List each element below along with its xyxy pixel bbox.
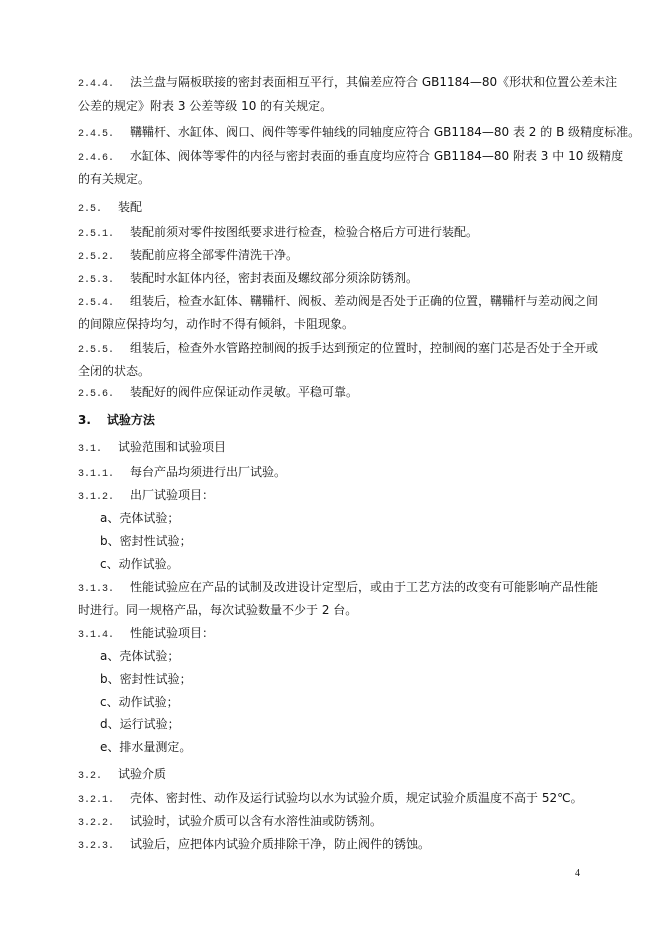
paragraph-line [78,224,478,243]
clause-text: 公差的规定》附表 3 公差等级 10 的有关规定。 [78,99,333,113]
paragraph-line [78,384,358,403]
clause-number: 3.2.1. [78,795,115,806]
clause-number: 3.2.2. [78,818,115,829]
clause-text: 水缸体、阀体等零件的内径与密封表面的垂直度均应符合 GB1184—80 附表 3 中 10 级精度 [130,149,624,163]
paragraph-line [78,124,640,143]
paragraph-line [78,171,150,187]
clause-number: 2.4.5. [78,129,115,140]
clause-text: 每台产品均须进行出厂试验。 [130,465,287,479]
clause-text: 装配好的阀件应保证动作灵敏。平稳可靠。 [130,385,359,399]
clause-text: c、动作试验。 [100,557,179,571]
clause-number: 2.5.1. [78,229,115,240]
paragraph-line [78,813,382,832]
clause-number: 2.5. [78,204,103,215]
paragraph-line [78,836,430,855]
list-item [100,533,192,549]
page-number: 4 [575,868,580,879]
clause-text: 鞲鞴杆、水缸体、阀口、阀件等零件轴线的同轴度应符合 GB1184—80 表 2 的 B 级精度标准。 [130,125,641,139]
paragraph-line [78,464,286,483]
paragraph-line [78,602,357,618]
clause-text: d、运行试验； [100,717,180,731]
clause-number: 2.5.3. [78,275,115,286]
paragraph-line [78,98,332,114]
clause-number: 2.5.4. [78,298,115,309]
list-item [100,739,191,755]
clause-text: 出厂试验项目： [130,488,215,502]
clause-number: 3.1.1. [78,469,115,480]
clause-text: b、密封性试验； [100,534,192,548]
clause-number: 2.5.2. [78,252,115,263]
paragraph-line [78,340,598,359]
paragraph-line [78,363,150,379]
paragraph-line [78,270,418,289]
list-item [100,556,179,572]
clause-text: a、壳体试验； [100,649,180,663]
clause-text: 时进行。同一规格产品，每次试验数量不少于 2 台。 [78,603,358,617]
clause-number: 2.5.6. [78,389,115,400]
clause-text: 的间隙应保持均匀，动作时不得有倾斜，卡阻现象。 [78,317,355,331]
clause-number: 2.5.5. [78,345,115,356]
clause-text: 法兰盘与隔板联接的密封表面相互平行，其偏差应符合 GB1184—80《形状和位置公差未注 [130,75,618,89]
clause-number: 3. [78,413,91,427]
list-item [100,694,179,710]
clause-text: 性能试验应在产品的试制及改进设计定型后，或由于工艺方法的改变有可能影响产品性能 [130,580,599,594]
paragraph-line [78,487,214,506]
list-item [100,510,179,526]
paragraph-line [78,625,214,644]
clause-text: b、密封性试验； [100,672,192,686]
list-item [100,671,192,687]
clause-number: 2.4.6. [78,153,115,164]
paragraph-line [78,74,617,93]
chapter-heading [78,412,155,428]
clause-number: 3.1. [78,444,103,455]
paragraph-line [78,247,298,266]
clause-text: 性能试验项目： [130,626,215,640]
clause-number: 3.1.3. [78,584,115,595]
clause-text: c、动作试验； [100,695,179,709]
clause-number: 3.2. [78,771,103,782]
clause-number: 3.1.4. [78,630,115,641]
clause-text: e、排水量测定。 [100,740,192,754]
clause-text: 试验后，应把体内试验介质排除干净，防止阀件的锈蚀。 [130,837,431,851]
clause-text: 壳体、密封性、动作及运行试验均以水为试验介质，规定试验介质温度不高于 52℃。 [130,791,583,805]
clause-text: 试验方法 [106,413,155,427]
clause-text: 组装后，检查外水管路控制阀的扳手达到预定的位置时，控制阀的塞门芯是否处于全开或 [130,341,599,355]
paragraph-line [78,148,623,167]
list-item [100,716,180,732]
paragraph-line [78,316,354,332]
paragraph-line [78,293,598,312]
clause-text: 试验时，试验介质可以含有水溶性油或防锈剂。 [130,814,383,828]
clause-text: 装配时水缸体内径，密封表面及螺纹部分须涂防锈剂。 [130,271,419,285]
paragraph-line [78,790,583,809]
section-heading [78,766,166,785]
section-heading [78,439,226,458]
clause-text: 组装后，检查水缸体、鞲鞴杆、阀板、差动阀是否处于正确的位置，鞲鞴杆与差动阀之间 [130,294,599,308]
paragraph-line [78,579,598,598]
clause-text: 全闭的状态。 [78,364,151,378]
clause-text: a、壳体试验； [100,511,180,525]
clause-number: 2.4.4. [78,79,115,90]
clause-text: 的有关规定。 [78,172,151,186]
clause-number: 3.1.2. [78,492,115,503]
section-heading [78,199,142,218]
clause-text: 试验范围和试验项目 [118,440,227,454]
list-item [100,648,179,664]
clause-text: 试验介质 [118,767,167,781]
clause-text: 装配前应将全部零件清洗干净。 [130,248,299,262]
clause-text: 装配前须对零件按图纸要求进行检查，检验合格后方可进行装配。 [130,225,479,239]
clause-text: 装配 [118,200,143,214]
clause-number: 3.2.3. [78,841,115,852]
